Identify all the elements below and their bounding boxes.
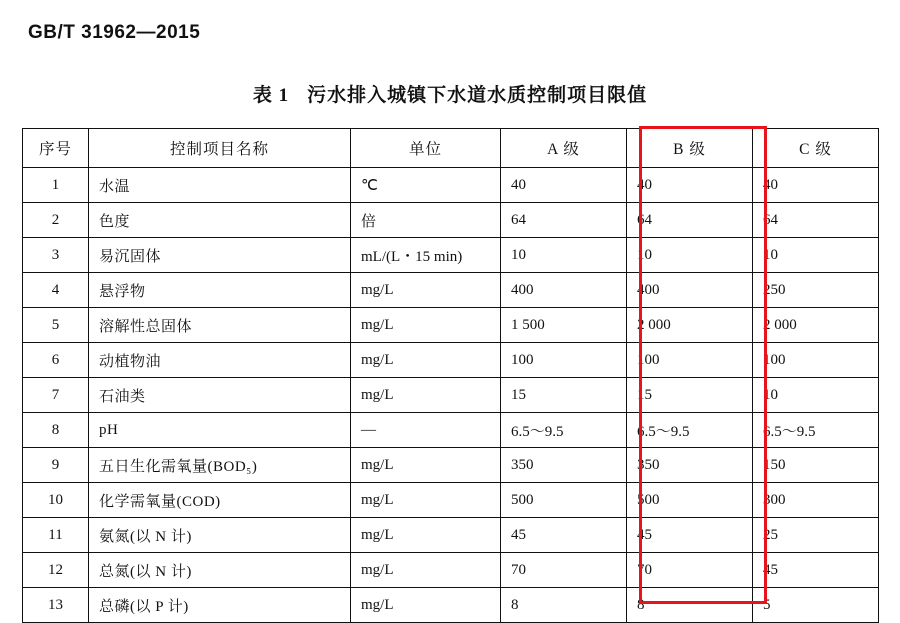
cell-unit: ℃ (351, 168, 501, 203)
cell-grade-b: 350 (627, 448, 753, 483)
cell-name: 色度 (89, 203, 351, 238)
cell-grade-c: 300 (753, 483, 879, 518)
cell-index: 4 (23, 273, 89, 308)
table-row (23, 343, 879, 378)
cell-grade-a: 40 (501, 168, 627, 203)
cell-name: 总磷(以 P 计) (89, 588, 351, 623)
cell-grade-b: 10 (627, 238, 753, 273)
cell-grade-b: 64 (627, 203, 753, 238)
column-header-index: 序号 (23, 129, 89, 168)
cell-grade-a: 64 (501, 203, 627, 238)
table-row (23, 238, 879, 273)
cell-index: 1 (23, 168, 89, 203)
cell-name: 水温 (89, 168, 351, 203)
table-row (23, 308, 879, 343)
cell-grade-c: 100 (753, 343, 879, 378)
limits-table-wrapper (22, 128, 878, 623)
cell-name: 总氮(以 N 计) (89, 553, 351, 588)
cell-index: 9 (23, 448, 89, 483)
cell-grade-c: 25 (753, 518, 879, 553)
cell-grade-c: 250 (753, 273, 879, 308)
cell-grade-c: 150 (753, 448, 879, 483)
cell-grade-a: 10 (501, 238, 627, 273)
cell-grade-c: 64 (753, 203, 879, 238)
cell-grade-b: 8 (627, 588, 753, 623)
cell-name: 五日生化需氧量(BOD₅) (89, 448, 351, 483)
table-row (23, 378, 879, 413)
cell-grade-a: 350 (501, 448, 627, 483)
cell-index: 5 (23, 308, 89, 343)
table-row (23, 588, 879, 623)
cell-unit: mg/L (351, 343, 501, 378)
cell-unit: mg/L (351, 378, 501, 413)
cell-grade-a: 1 500 (501, 308, 627, 343)
table-number: 表 1 (252, 85, 290, 106)
cell-grade-c: 10 (753, 378, 879, 413)
cell-unit: mg/L (351, 518, 501, 553)
table-row (23, 203, 879, 238)
cell-grade-a: 400 (501, 273, 627, 308)
cell-unit: — (351, 413, 501, 448)
table-body (23, 168, 879, 623)
table-row (23, 273, 879, 308)
column-header-name: 控制项目名称 (89, 129, 351, 168)
cell-index: 8 (23, 413, 89, 448)
table-row (23, 518, 879, 553)
cell-grade-c: 5 (753, 588, 879, 623)
standard-code: GB/T 31962—2015 (28, 22, 201, 43)
cell-name: 易沉固体 (89, 238, 351, 273)
cell-grade-c: 6.5～9.5 (753, 413, 879, 448)
cell-grade-b: 500 (627, 483, 753, 518)
table-title (0, 80, 900, 107)
cell-grade-c: 10 (753, 238, 879, 273)
cell-name: 动植物油 (89, 343, 351, 378)
cell-name: 氨氮(以 N 计) (89, 518, 351, 553)
cell-name: pH (89, 413, 351, 448)
cell-grade-a: 6.5～9.5 (501, 413, 627, 448)
cell-unit: mg/L (351, 588, 501, 623)
table-row (23, 483, 879, 518)
cell-index: 12 (23, 553, 89, 588)
cell-index: 11 (23, 518, 89, 553)
cell-grade-a: 8 (501, 588, 627, 623)
cell-name: 石油类 (89, 378, 351, 413)
cell-unit: mg/L (351, 483, 501, 518)
cell-grade-b: 70 (627, 553, 753, 588)
cell-index: 3 (23, 238, 89, 273)
table-title-text: 污水排入城镇下水道水质控制项目限值 (307, 85, 648, 106)
table-header (23, 129, 879, 168)
cell-unit: mL/(L・15 min) (351, 238, 501, 273)
column-header-unit: 单位 (351, 129, 501, 168)
cell-index: 13 (23, 588, 89, 623)
cell-name: 化学需氧量(COD) (89, 483, 351, 518)
limits-table (22, 128, 879, 623)
cell-name: 溶解性总固体 (89, 308, 351, 343)
cell-index: 10 (23, 483, 89, 518)
cell-grade-b: 2 000 (627, 308, 753, 343)
cell-unit: mg/L (351, 273, 501, 308)
column-header-grade-b: B 级 (627, 129, 753, 168)
cell-grade-a: 500 (501, 483, 627, 518)
cell-grade-a: 70 (501, 553, 627, 588)
cell-unit: 倍 (351, 203, 501, 238)
column-header-grade-c: C 级 (753, 129, 879, 168)
table-row (23, 413, 879, 448)
table-row (23, 168, 879, 203)
cell-grade-b: 6.5～9.5 (627, 413, 753, 448)
cell-unit: mg/L (351, 308, 501, 343)
table-header-row (23, 129, 879, 168)
table-row (23, 448, 879, 483)
cell-grade-b: 15 (627, 378, 753, 413)
cell-unit: mg/L (351, 448, 501, 483)
cell-grade-b: 400 (627, 273, 753, 308)
cell-name: 悬浮物 (89, 273, 351, 308)
table-row (23, 553, 879, 588)
cell-grade-a: 100 (501, 343, 627, 378)
cell-unit: mg/L (351, 553, 501, 588)
cell-grade-a: 45 (501, 518, 627, 553)
cell-grade-c: 45 (753, 553, 879, 588)
cell-grade-b: 40 (627, 168, 753, 203)
cell-index: 7 (23, 378, 89, 413)
cell-grade-c: 2 000 (753, 308, 879, 343)
cell-grade-c: 40 (753, 168, 879, 203)
cell-index: 6 (23, 343, 89, 378)
cell-index: 2 (23, 203, 89, 238)
cell-grade-b: 100 (627, 343, 753, 378)
column-header-grade-a: A 级 (501, 129, 627, 168)
cell-grade-a: 15 (501, 378, 627, 413)
cell-grade-b: 45 (627, 518, 753, 553)
